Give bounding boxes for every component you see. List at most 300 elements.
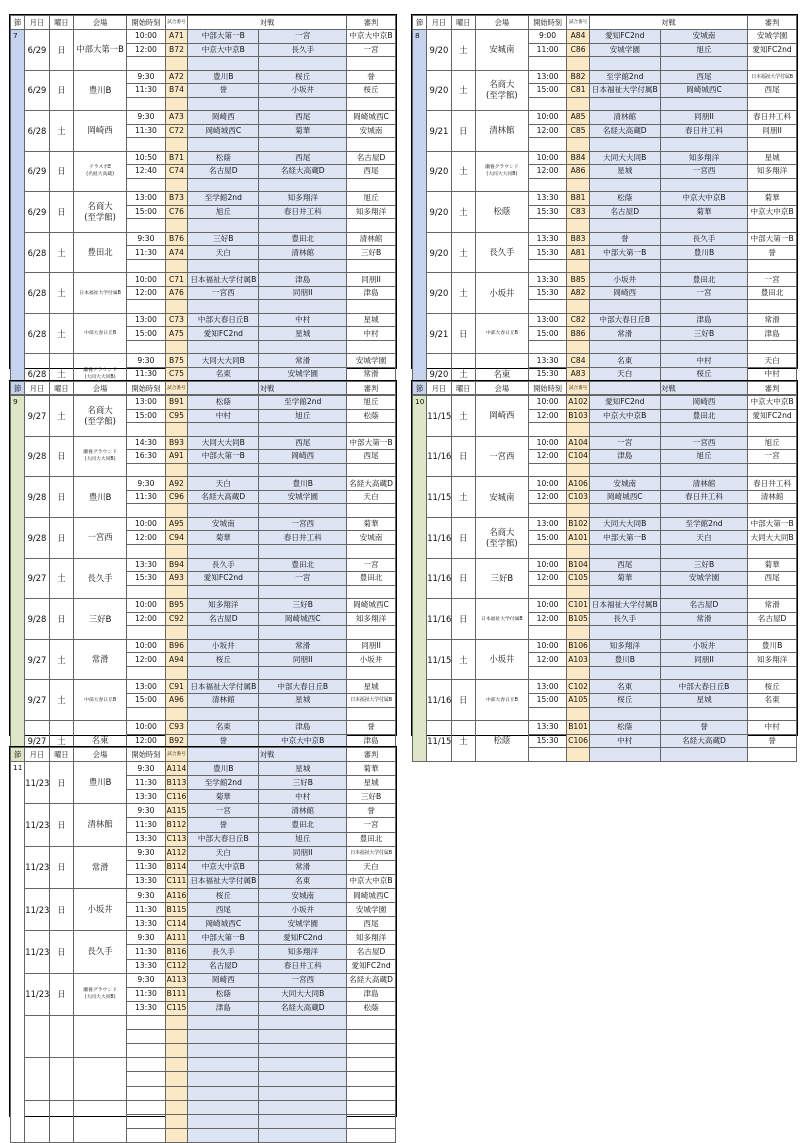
home-team: 津島: [589, 450, 660, 464]
match-number: A94: [165, 653, 187, 667]
start-time: [528, 666, 567, 680]
match-number: C112: [165, 959, 187, 973]
away-team: 名東: [259, 874, 347, 888]
header-venue: 会場: [74, 748, 127, 762]
match-number: [567, 259, 589, 273]
start-time: 13:30: [127, 832, 166, 846]
start-time: [528, 259, 567, 273]
table-row: [413, 273, 797, 287]
referee: 名経大高蔵D: [347, 477, 396, 491]
start-time: 12:00: [528, 490, 567, 504]
home-team: [589, 423, 660, 437]
header-date: 月日: [25, 16, 49, 30]
away-team: [660, 97, 747, 111]
referee: 同朋II: [347, 639, 396, 653]
referee: 菊華: [347, 762, 396, 776]
away-team: 一宮: [259, 572, 347, 586]
referee: 豊田北: [347, 832, 396, 846]
start-time: 13:00: [127, 680, 166, 694]
away-team: 同朋II: [259, 653, 347, 667]
away-team: 中村: [660, 354, 747, 368]
start-time: [127, 423, 166, 437]
match-number: A104: [567, 436, 589, 450]
match-number: [165, 259, 187, 273]
venue-line: 瀬養グラウンド: [485, 165, 519, 171]
referee: [347, 1114, 396, 1128]
match-number: B82: [567, 70, 589, 84]
referee: 日本福祉大学付属B: [347, 846, 396, 860]
venue-line: (大同大大同B): [84, 457, 116, 463]
match-date: 9/20: [427, 354, 451, 395]
match-date: 11/16: [427, 680, 451, 721]
match-date: 9/28: [25, 517, 49, 558]
match-weekday: 日: [49, 931, 73, 973]
home-team: 菊華: [188, 790, 259, 804]
match-date: 11/23: [25, 888, 49, 930]
match-weekday: 日: [49, 517, 73, 558]
match-weekday: 土: [49, 273, 73, 314]
match-number: A84: [567, 30, 589, 44]
match-number: C92: [165, 612, 187, 626]
match-date: 11/23: [25, 762, 49, 804]
home-team: [589, 57, 660, 71]
venue-line: 岡崎西: [87, 125, 113, 136]
start-time: 10:00: [528, 111, 567, 125]
referee: [347, 423, 396, 437]
referee: [748, 463, 797, 477]
away-team: 小坂井: [660, 639, 747, 653]
table-row: [11, 396, 396, 410]
header-match-no: 試合番号: [165, 382, 187, 396]
match-date: 6/29: [25, 70, 49, 111]
section-11-table: [9, 746, 397, 1117]
start-time: 13:30: [127, 790, 166, 804]
referee: [347, 300, 396, 314]
home-team: 誉: [188, 734, 259, 748]
home-team: 名古屋D: [188, 959, 259, 973]
section-7-table: [9, 14, 397, 381]
home-team: 桜丘: [188, 888, 259, 902]
match-number: A116: [165, 888, 187, 902]
match-number: A95: [165, 517, 187, 531]
referee: 豊田北: [347, 572, 396, 586]
venue-line: 日本福祉大学付属B: [481, 616, 523, 622]
match-venue: [74, 477, 127, 518]
table-row: [11, 313, 396, 327]
start-time: 15:30: [127, 572, 166, 586]
referee: 岡崎城西C: [347, 111, 396, 125]
header-match: 対戦: [188, 16, 347, 30]
table-row: [11, 804, 396, 818]
away-team: 長久手: [259, 43, 347, 57]
start-time: [528, 585, 567, 599]
match-number: A81: [567, 246, 589, 260]
away-team: 安城南: [660, 30, 747, 44]
home-team: [589, 666, 660, 680]
start-time: 9:30: [127, 973, 166, 987]
venue-line: 常滑: [91, 861, 109, 872]
start-time: 9:30: [127, 762, 166, 776]
header-match-no: 試合番号: [567, 382, 589, 396]
away-team: 名古屋D: [660, 599, 747, 613]
table-row: [413, 680, 797, 694]
venue-line: 名商大: [489, 79, 515, 90]
start-time: 12:00: [127, 531, 166, 545]
start-time: [528, 138, 567, 152]
referee: [347, 1030, 396, 1044]
away-team: 桜丘: [660, 367, 747, 381]
match-weekday: [49, 1100, 73, 1142]
match-weekday: 日: [451, 111, 475, 152]
referee: [347, 259, 396, 273]
table-row: [11, 517, 396, 531]
away-team: [259, 1086, 347, 1100]
away-team: [259, 666, 347, 680]
home-team: 三好B: [188, 232, 259, 246]
table-row: [413, 436, 797, 450]
start-time: 12:00: [127, 286, 166, 300]
match-venue: [74, 313, 127, 354]
start-time: 13:30: [528, 232, 567, 246]
start-time: 11:30: [127, 987, 166, 1001]
referee: 中京大中京B: [347, 874, 396, 888]
away-team: 知多翔洋: [259, 945, 347, 959]
referee: [347, 57, 396, 71]
match-number: B102: [567, 517, 589, 531]
match-number: [165, 1128, 187, 1142]
section-number: 9: [11, 396, 25, 762]
referee: 誉: [347, 70, 396, 84]
start-time: 12:40: [127, 165, 166, 179]
start-time: 13:00: [127, 396, 166, 410]
venue-line: 豊田北: [87, 247, 113, 257]
home-team: 松蔭: [188, 151, 259, 165]
match-venue: [74, 273, 127, 314]
referee: [748, 666, 797, 680]
away-team: 安城学園: [259, 367, 347, 381]
match-date: 9/21: [427, 313, 451, 354]
home-team: 中京大中京B: [589, 409, 660, 423]
start-time: 12:00: [528, 450, 567, 464]
match-weekday: 日: [49, 436, 73, 477]
referee: 中部大第一B: [347, 436, 396, 450]
start-time: 10:00: [127, 721, 166, 735]
referee: 大同大大同B: [748, 531, 797, 545]
venue-line: 名商大: [489, 526, 515, 537]
away-team: 一宮西: [259, 973, 347, 987]
away-team: 星城: [259, 694, 347, 708]
home-team: [188, 259, 259, 273]
start-time: 9:30: [127, 804, 166, 818]
referee: 菊華: [748, 558, 797, 572]
match-venue: [475, 313, 528, 354]
match-weekday: 土: [49, 639, 73, 680]
referee: 西尾: [748, 84, 797, 98]
match-number: B104: [567, 558, 589, 572]
header-match: 対戦: [188, 748, 347, 762]
header-sec: 節: [11, 16, 25, 30]
table-row: [413, 599, 797, 613]
match-weekday: 土: [49, 680, 73, 721]
match-number: C76: [165, 205, 187, 219]
away-team: 至学館2nd: [660, 517, 747, 531]
match-number: C103: [567, 490, 589, 504]
match-number: B84: [567, 151, 589, 165]
match-weekday: 日: [451, 680, 475, 721]
away-team: 岡崎城西C: [660, 84, 747, 98]
match-number: [165, 1114, 187, 1128]
home-team: 安城学園: [589, 43, 660, 57]
venue-line: 豊川B: [88, 777, 112, 788]
match-weekday: 土: [49, 396, 73, 437]
table-row: [11, 70, 396, 84]
away-team: 長久手: [660, 232, 747, 246]
referee: 豊田北: [748, 286, 797, 300]
venue-line: 瀬養グラウンド: [83, 988, 117, 994]
start-time: 15:30: [528, 734, 567, 748]
match-number: [567, 340, 589, 354]
match-number: B81: [567, 192, 589, 206]
match-number: [165, 340, 187, 354]
start-time: [127, 97, 166, 111]
start-time: 9:30: [127, 70, 166, 84]
venue-line: (大同大大同B): [486, 172, 518, 178]
home-team: 名古屋D: [188, 165, 259, 179]
start-time: [127, 707, 166, 721]
home-team: [188, 1086, 259, 1100]
referee: [347, 1128, 396, 1142]
referee: [347, 1100, 396, 1114]
match-number: [165, 1058, 187, 1072]
home-team: [188, 138, 259, 152]
venue-line: 中部大第一B: [76, 44, 124, 55]
start-time: 12:00: [528, 612, 567, 626]
start-time: 10:00: [127, 639, 166, 653]
referee: [347, 178, 396, 192]
referee: 安城学園: [347, 903, 396, 917]
referee: 旭丘: [748, 436, 797, 450]
venue-line: 松蔭: [493, 735, 511, 746]
home-team: [589, 463, 660, 477]
match-weekday: 土: [49, 111, 73, 152]
section-10-table: [411, 380, 798, 746]
match-weekday: 日: [49, 973, 73, 1015]
referee: 日本福祉大学付属B: [347, 694, 396, 708]
match-number: [165, 1030, 187, 1044]
match-weekday: 日: [49, 192, 73, 233]
match-number: A82: [567, 286, 589, 300]
home-team: [188, 178, 259, 192]
away-team: 星城: [660, 694, 747, 708]
away-team: [660, 219, 747, 233]
match-weekday: 日: [49, 151, 73, 192]
away-team: 一宮西: [660, 436, 747, 450]
table-row: [413, 111, 797, 125]
home-team: 天白: [188, 477, 259, 491]
match-weekday: 日: [451, 517, 475, 558]
home-team: 日本福祉大学付属B: [589, 599, 660, 613]
venue-line: 三好B: [88, 613, 112, 624]
table-row: [413, 30, 797, 44]
home-team: 中部大春日丘B: [188, 832, 259, 846]
venue-line: 豊川B: [88, 84, 112, 95]
start-time: 12:00: [127, 653, 166, 667]
home-team: 岡崎城西C: [188, 124, 259, 138]
header-date: 月日: [427, 16, 451, 30]
away-team: [660, 300, 747, 314]
away-team: [259, 340, 347, 354]
header-match: 対戦: [589, 382, 747, 396]
referee: [748, 97, 797, 111]
match-number: [567, 97, 589, 111]
table-row: [11, 1058, 396, 1072]
header-start-time: 開始時刻: [127, 382, 166, 396]
start-time: 16:30: [127, 450, 166, 464]
match-weekday: 日: [451, 558, 475, 599]
match-venue: [475, 680, 528, 721]
away-team: 常滑: [259, 860, 347, 874]
start-time: 12:00: [127, 612, 166, 626]
home-team: 清林館: [188, 694, 259, 708]
home-team: 大同大大同B: [188, 354, 259, 368]
referee: 安城学園: [347, 354, 396, 368]
table-row: [11, 639, 396, 653]
venue-line: (至学館): [84, 211, 116, 222]
match-date: 11/16: [427, 558, 451, 599]
match-date: 9/27: [25, 680, 49, 721]
match-number: C85: [567, 124, 589, 138]
header-sec: 節: [413, 382, 427, 396]
home-team: 岡崎城西C: [589, 490, 660, 504]
match-date: 6/29: [25, 192, 49, 233]
venue-line: 安城南: [489, 44, 515, 55]
header-start-time: 開始時刻: [127, 16, 166, 30]
start-time: [127, 1030, 166, 1044]
header-referee: 審判: [748, 382, 797, 396]
referee: 津島: [347, 734, 396, 748]
away-team: 名経大高蔵D: [660, 734, 747, 748]
away-team: 西尾: [660, 70, 747, 84]
match-venue: [74, 599, 127, 640]
venue-line: 中部大春日丘B: [485, 331, 518, 337]
start-time: 11:30: [127, 818, 166, 832]
venue-line: (至学館): [486, 537, 518, 548]
match-venue: [475, 599, 528, 640]
home-team: 中村: [188, 409, 259, 423]
away-team: [259, 219, 347, 233]
start-time: [528, 178, 567, 192]
referee: 岡崎城西C: [347, 599, 396, 613]
referee: 同朋II: [347, 273, 396, 287]
home-team: 長久手: [188, 558, 259, 572]
match-venue: [475, 232, 528, 273]
referee: [347, 1058, 396, 1072]
referee: 菊華: [748, 192, 797, 206]
away-team: 名経大高蔵D: [259, 165, 347, 179]
match-number: A101: [567, 531, 589, 545]
start-time: 13:30: [528, 721, 567, 735]
referee: 同朋II: [748, 124, 797, 138]
header-match-no: 試合番号: [165, 16, 187, 30]
match-number: C111: [165, 874, 187, 888]
table-row: [11, 1015, 396, 1029]
match-number: A103: [567, 653, 589, 667]
referee: 桜丘: [748, 680, 797, 694]
venue-line: 清林館: [489, 125, 515, 136]
match-date: 11/15: [427, 396, 451, 437]
match-date: 11/23: [25, 846, 49, 888]
away-team: 中京大中京B: [259, 734, 347, 748]
start-time: 12:00: [528, 409, 567, 423]
referee: 安城南: [347, 531, 396, 545]
referee: 西尾: [347, 450, 396, 464]
referee: 松蔭: [347, 409, 396, 423]
away-team: 中京大中京B: [660, 192, 747, 206]
away-team: [259, 1114, 347, 1128]
start-time: 11:30: [127, 490, 166, 504]
home-team: 菊華: [188, 531, 259, 545]
match-number: [165, 707, 187, 721]
home-team: [589, 585, 660, 599]
referee: 日本福祉大学付属B: [748, 70, 797, 84]
venue-line: (大同大大同B): [84, 375, 116, 381]
away-team: [259, 626, 347, 640]
match-weekday: 日: [49, 477, 73, 518]
match-date: 11/15: [427, 639, 451, 680]
match-number: [165, 1072, 187, 1086]
start-time: 15:00: [528, 84, 567, 98]
start-time: 10:00: [528, 396, 567, 410]
start-time: 11:30: [127, 860, 166, 874]
match-number: A75: [165, 327, 187, 341]
start-time: 13:30: [528, 354, 567, 368]
match-number: [165, 300, 187, 314]
away-team: 安城学園: [660, 572, 747, 586]
match-date: 9/20: [427, 151, 451, 192]
start-time: 10:00: [528, 599, 567, 613]
away-team: 大同大大同B: [259, 987, 347, 1001]
match-date: 9/27: [25, 639, 49, 680]
table-row: [11, 111, 396, 125]
home-team: 名東: [589, 354, 660, 368]
start-time: [127, 545, 166, 559]
match-number: [567, 138, 589, 152]
referee: [748, 504, 797, 518]
start-time: 10:00: [528, 639, 567, 653]
referee: 清林館: [347, 232, 396, 246]
start-time: 10:00: [127, 273, 166, 287]
home-team: 大同大大同B: [589, 151, 660, 165]
start-time: [127, 463, 166, 477]
home-team: [589, 545, 660, 559]
home-team: 豊川B: [589, 653, 660, 667]
header-weekday: 曜日: [451, 382, 475, 396]
table-row: [11, 680, 396, 694]
match-date: 6/29: [25, 151, 49, 192]
referee: [748, 585, 797, 599]
away-team: 豊田北: [259, 558, 347, 572]
away-team: [259, 545, 347, 559]
start-time: 15:00: [127, 327, 166, 341]
referee: 一宮: [347, 818, 396, 832]
referee: [347, 707, 396, 721]
match-venue: [475, 517, 528, 558]
start-time: 11:30: [127, 84, 166, 98]
header-match: 対戦: [188, 382, 347, 396]
referee: 星城: [347, 776, 396, 790]
header-match-no: 試合番号: [165, 748, 187, 762]
match-number: A85: [567, 111, 589, 125]
